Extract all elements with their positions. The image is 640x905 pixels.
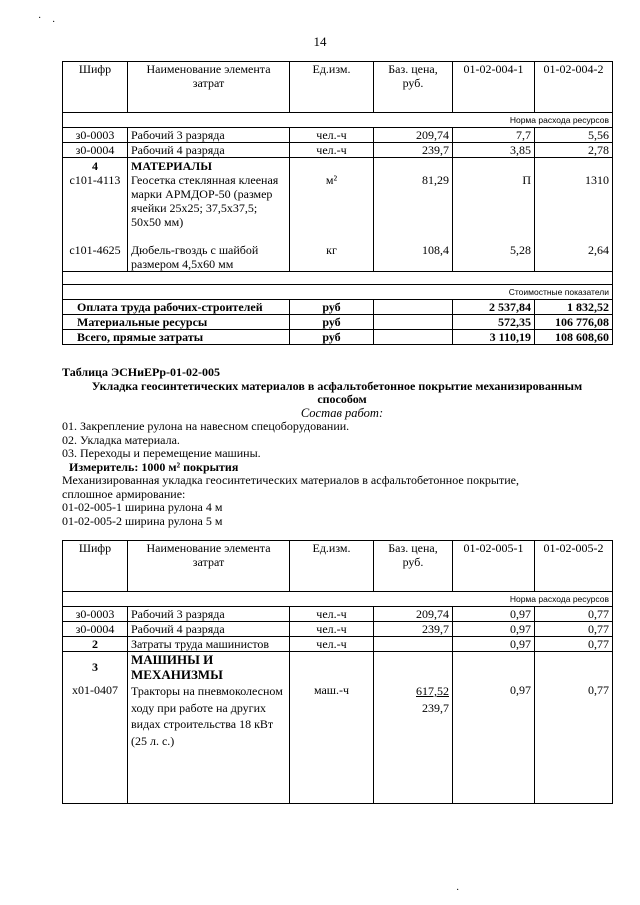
header-code: Шифр xyxy=(63,62,128,113)
unit-cell: чел.-ч xyxy=(290,622,374,637)
resource-table-004 xyxy=(62,61,613,345)
cost-row xyxy=(63,330,613,345)
table-row xyxy=(63,607,613,622)
value-cell: 0,77 xyxy=(535,637,613,652)
table-row xyxy=(63,143,613,158)
value-cell: 0,77 xyxy=(535,652,613,804)
name-cell: Затраты труда машинистов xyxy=(128,637,290,652)
table-header-row xyxy=(63,62,613,113)
value-cell: 7,7 xyxy=(453,128,535,143)
code-cell: с101-4113 xyxy=(69,173,121,187)
header-unit: Ед.изм. xyxy=(290,62,374,113)
price-cell: 239,7 xyxy=(374,143,453,158)
value-cell: 0,97 xyxy=(453,652,535,804)
table-header-row xyxy=(63,541,613,592)
value-cell: 108 608,60 xyxy=(535,330,613,345)
table-row xyxy=(63,622,613,637)
scan-speck: · xyxy=(38,13,42,24)
code-cell: з0-0004 xyxy=(63,143,128,158)
value-cell: 0,97 xyxy=(453,622,535,637)
section-title: МАШИНЫ И МЕХАНИЗМЫ xyxy=(131,652,223,682)
price-cell: 617,52 xyxy=(416,684,449,698)
section-number: 3 xyxy=(92,660,98,674)
works-heading: Состав работ: xyxy=(300,405,384,420)
name-cell: Дюбель-гвоздь с шайбой размером 4,5х60 мм xyxy=(128,229,290,272)
price-cell: 239,7 xyxy=(422,701,449,715)
header-variant-2: 01-02-005-2 xyxy=(535,541,613,592)
value-cell: 1310 xyxy=(535,158,613,230)
value-cell: 572,35 xyxy=(453,315,535,330)
section-description xyxy=(62,366,622,528)
cost-row xyxy=(63,315,613,330)
section-title: МАТЕРИАЛЫ xyxy=(131,159,212,173)
spacer-row xyxy=(63,272,613,285)
unit-cell: руб xyxy=(290,315,374,330)
name-cell: Геосетка стеклянная клееная марки АРМДОР-50 (размер ячейки 25х25; 37,5х37,5; 50х50 мм) xyxy=(131,173,279,229)
cost-indicators-band: Стоимостные показатели xyxy=(63,285,613,300)
cost-name: Всего, прямые затраты xyxy=(63,330,290,345)
value-cell: 5,56 xyxy=(535,128,613,143)
header-unit: Ед.изм. xyxy=(290,541,374,592)
value-cell: 0,77 xyxy=(535,607,613,622)
code-cell: х01-0407 xyxy=(72,683,118,697)
table-row xyxy=(63,229,613,272)
variant-line: 01-02-005-2 ширина рулона 5 м xyxy=(62,513,223,528)
price-cell: 209,74 xyxy=(374,128,453,143)
description-line: сплошное армирование: xyxy=(62,486,186,501)
value-cell: 3 110,19 xyxy=(453,330,535,345)
unit-cell: чел.-ч xyxy=(290,143,374,158)
work-item: 03. Переходы и перемещение машины. xyxy=(62,446,261,460)
machines-section-row xyxy=(63,652,613,804)
value-cell: 0,97 xyxy=(453,637,535,652)
scan-speck: · xyxy=(52,17,56,28)
cost-name: Материальные ресурсы xyxy=(63,315,290,330)
header-name: Наименование элемента затрат xyxy=(128,62,290,113)
unit-cell: маш.-ч xyxy=(290,652,374,804)
section-number: 4 xyxy=(92,159,98,173)
unit-cell: м² xyxy=(290,158,374,230)
value-cell: 2 537,84 xyxy=(453,300,535,315)
unit-cell: кг xyxy=(290,229,374,272)
code-cell: з0-0003 xyxy=(63,128,128,143)
table-row xyxy=(63,637,613,652)
meter-line: Измеритель: 1000 м² покрытия xyxy=(69,459,239,474)
unit-cell: чел.-ч xyxy=(290,128,374,143)
price-cell: 81,29 xyxy=(374,158,453,230)
price-cell xyxy=(374,637,453,652)
code-cell: з0-0003 xyxy=(63,607,128,622)
value-cell: П xyxy=(453,158,535,230)
cost-name: Оплата труда рабочих-строителей xyxy=(63,300,290,315)
code-cell: з0-0004 xyxy=(63,622,128,637)
work-item: 02. Укладка материала. xyxy=(62,432,180,447)
code-cell: с101-4625 xyxy=(63,229,128,272)
value-cell: 0,97 xyxy=(453,607,535,622)
price-cell: 209,74 xyxy=(374,607,453,622)
variant-line: 01-02-005-1 ширина рулона 4 м xyxy=(62,500,223,514)
work-item: 01. Закрепление рулона на навесном спецоборудовании. xyxy=(62,419,350,433)
unit-cell: руб xyxy=(290,330,374,345)
scan-speck: · xyxy=(456,885,460,896)
resource-norm-band: Норма расхода ресурсов xyxy=(63,592,613,607)
value-cell: 2,64 xyxy=(535,229,613,272)
price-cell: 239,7 xyxy=(374,622,453,637)
resource-table-005 xyxy=(62,540,613,804)
value-cell: 2,78 xyxy=(535,143,613,158)
header-variant-1: 01-02-005-1 xyxy=(453,541,535,592)
unit-cell: чел.-ч xyxy=(290,637,374,652)
header-code: Шифр xyxy=(63,541,128,592)
value-cell: 106 776,08 xyxy=(535,315,613,330)
value-cell: 5,28 xyxy=(453,229,535,272)
price-cell: 108,4 xyxy=(374,229,453,272)
unit-cell: руб xyxy=(290,300,374,315)
cost-row xyxy=(63,300,613,315)
header-variant-2: 01-02-004-2 xyxy=(535,62,613,113)
table-row xyxy=(63,128,613,143)
unit-cell: чел.-ч xyxy=(290,607,374,622)
table-title: Таблица ЭСНиЕРр-01-02-005 xyxy=(62,365,221,379)
value-cell: 0,77 xyxy=(535,622,613,637)
name-cell: Рабочий 3 разряда xyxy=(128,128,290,143)
header-price: Баз. цена, руб. xyxy=(374,62,453,113)
description-line: Механизированная укладка геосинтетических материалов в асфальтобетонное покрытие, xyxy=(62,473,519,487)
value-cell: 1 832,52 xyxy=(535,300,613,315)
page-number: 14 xyxy=(313,34,327,49)
name-cell: Рабочий 3 разряда xyxy=(128,607,290,622)
code-cell: 2 xyxy=(63,637,128,652)
table-subtitle-line-2: способом xyxy=(317,392,367,406)
name-cell: Рабочий 4 разряда xyxy=(128,622,290,637)
table-subtitle-line-1: Укладка геосинтетических материалов в асфальтобетонное покрытие механизированным xyxy=(91,378,583,393)
name-cell: Тракторы на пневмоколесном ходу при работе на других видах строительства 18 кВт (25 л. с.) xyxy=(131,684,283,748)
value-cell: 3,85 xyxy=(453,143,535,158)
header-name: Наименование элемента затрат xyxy=(128,541,290,592)
name-cell: Рабочий 4 разряда xyxy=(128,143,290,158)
materials-section-row xyxy=(63,158,613,230)
resource-norm-band: Норма расхода ресурсов xyxy=(63,113,613,128)
header-variant-1: 01-02-004-1 xyxy=(453,62,535,113)
header-price: Баз. цена, руб. xyxy=(374,541,453,592)
